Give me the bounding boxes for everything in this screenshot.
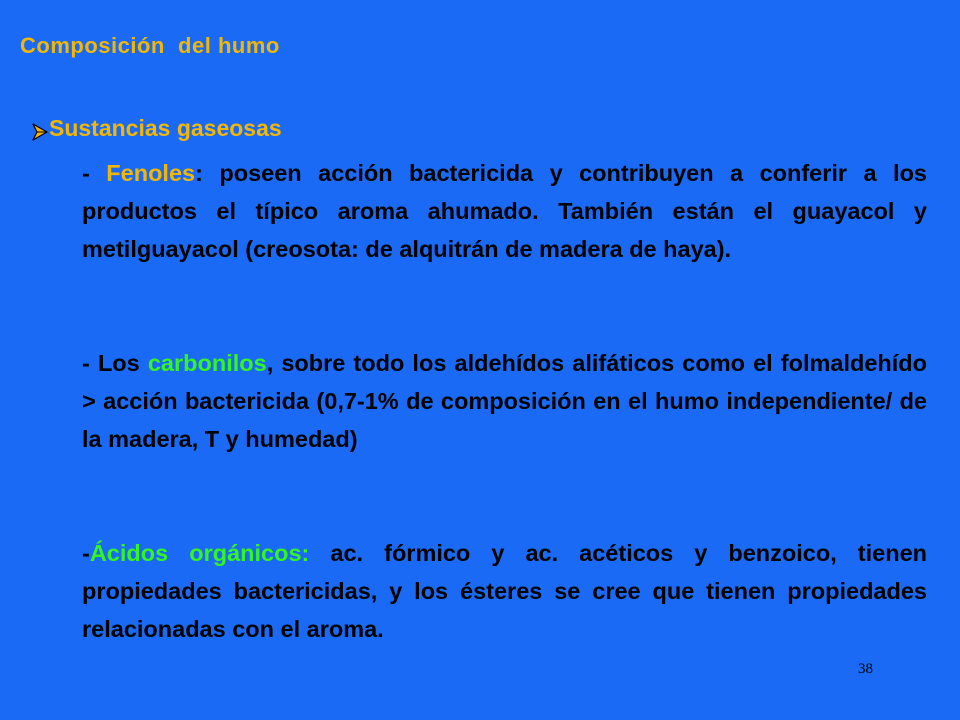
keyword-acidos-organicos: Ácidos orgánicos: bbox=[89, 540, 310, 566]
keyword-carbonilos: carbonilos bbox=[147, 350, 267, 376]
section-heading bbox=[32, 115, 282, 142]
paragraph-text: ac. fórmico y ac. acéticos y benzoico, tienen propiedades bactericidas, y los ésteres se cree que tienen propiedades relacionadas con el aroma. bbox=[82, 540, 927, 642]
paragraph-carbonilos bbox=[82, 344, 927, 458]
paragraph-prefix: - bbox=[82, 160, 107, 186]
section-heading-text: Sustancias gaseosas bbox=[49, 115, 282, 141]
paragraph-fenoles bbox=[82, 154, 927, 268]
page-number: 38 bbox=[858, 661, 873, 677]
paragraph-text: : poseen acción bactericida y contribuyen a conferir a los productos el típico aroma ahumado. También están el guayacol y metilguayacol (creosota: de alquitrán de madera de haya). bbox=[82, 160, 927, 262]
paragraph-prefix: - Los bbox=[82, 350, 148, 376]
arrow-bullet-icon bbox=[32, 120, 48, 138]
paragraph-prefix: - bbox=[82, 540, 90, 566]
keyword-fenoles: Fenoles bbox=[106, 160, 196, 186]
slide-title: Composición del humo bbox=[20, 33, 280, 58]
paragraph-text: , sobre todo los aldehídos alifáticos como el folmaldehído > acción bactericida (0,7-1% de composición en el humo independiente/ de la madera, T y humedad) bbox=[82, 350, 927, 452]
paragraph-acidos bbox=[82, 534, 927, 648]
